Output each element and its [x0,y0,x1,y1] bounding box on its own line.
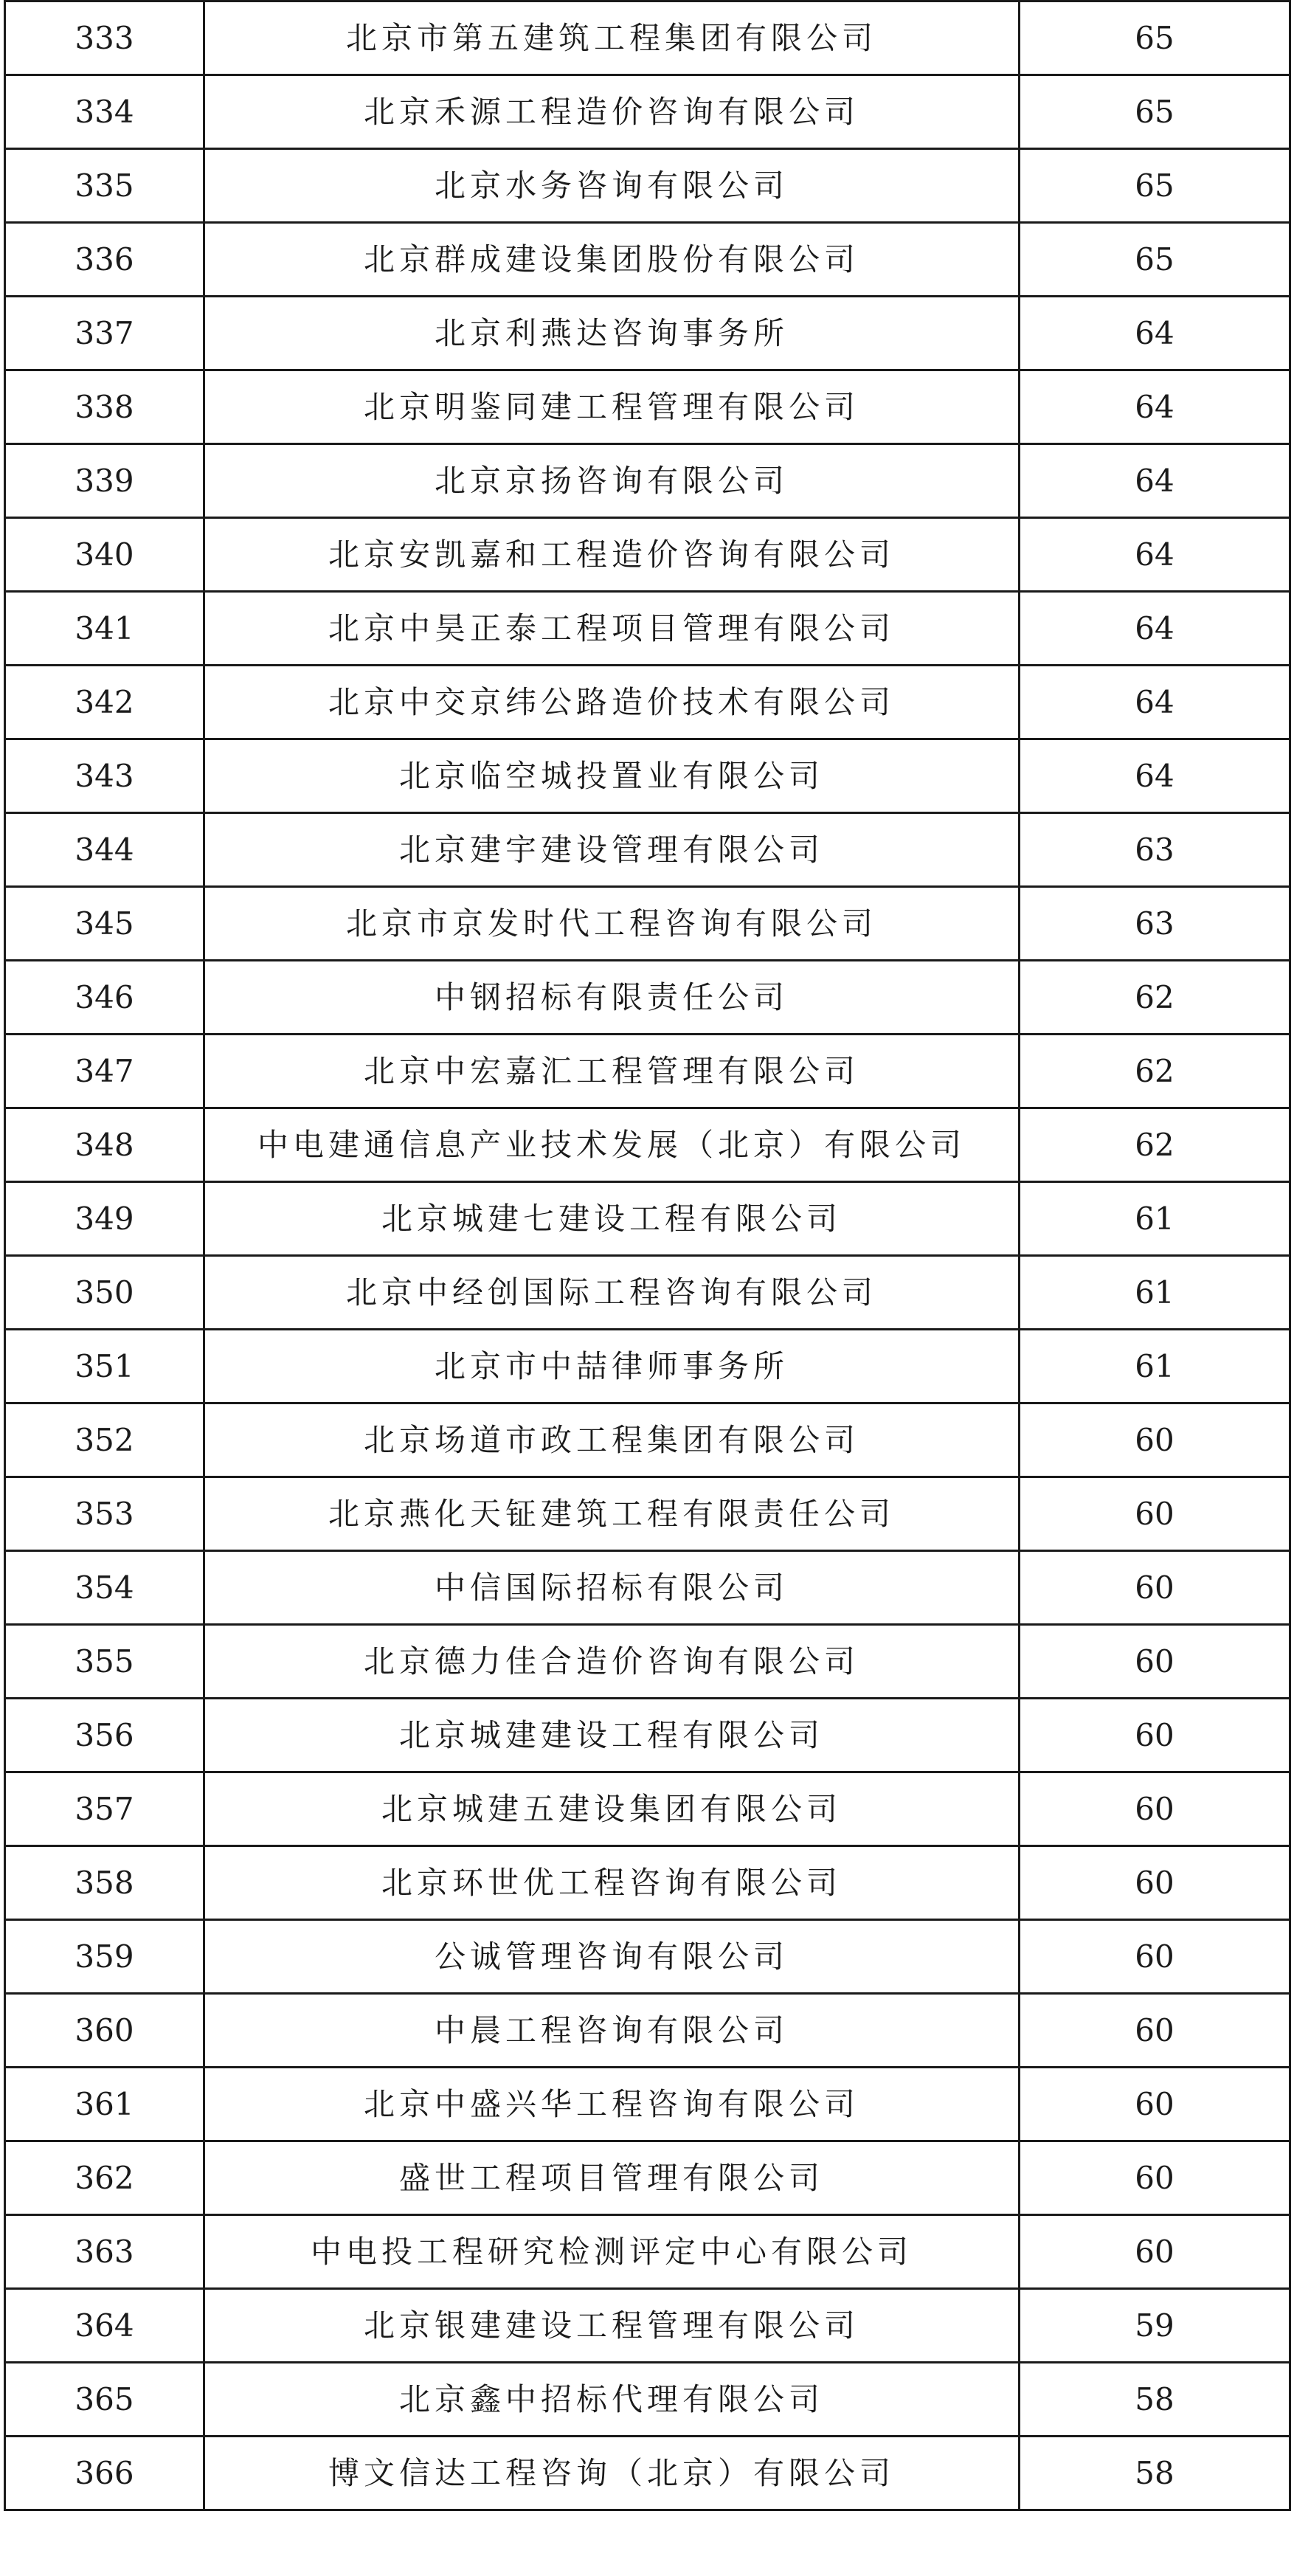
rank-number-cell: 364 [5,2289,204,2363]
table-row [5,75,1290,149]
company-name-cell: 北京市京发时代工程咨询有限公司 [204,887,1020,961]
company-name-cell: 中信国际招标有限公司 [204,1551,1020,1625]
table-row [5,592,1290,666]
rank-number-cell: 353 [5,1477,204,1551]
company-name-cell: 北京明鉴同建工程管理有限公司 [204,370,1020,444]
table-row [5,1403,1290,1477]
table-row [5,2068,1290,2141]
company-name-cell: 北京水务咨询有限公司 [204,149,1020,223]
score-cell: 64 [1020,739,1290,813]
score-cell: 60 [1020,1846,1290,1920]
score-cell: 65 [1020,223,1290,297]
score-cell: 64 [1020,370,1290,444]
company-name-cell: 博文信达工程咨询（北京）有限公司 [204,2437,1020,2510]
company-name-cell: 北京鑫中招标代理有限公司 [204,2363,1020,2437]
company-name-cell: 中电建通信息产业技术发展（北京）有限公司 [204,1108,1020,1182]
rank-number-cell: 343 [5,739,204,813]
table-row [5,2437,1290,2510]
table-body [5,1,1290,2510]
company-name-cell: 盛世工程项目管理有限公司 [204,2141,1020,2215]
score-cell: 60 [1020,1699,1290,1772]
company-name-cell: 北京京扬咨询有限公司 [204,444,1020,518]
rank-number-cell: 346 [5,961,204,1035]
company-name-cell: 北京城建五建设集团有限公司 [204,1772,1020,1846]
table-row [5,1994,1290,2068]
score-cell: 60 [1020,1403,1290,1477]
score-cell: 62 [1020,1035,1290,1108]
company-name-cell: 中电投工程研究检测评定中心有限公司 [204,2215,1020,2289]
table-row [5,1920,1290,1994]
rank-number-cell: 358 [5,1846,204,1920]
rank-number-cell: 351 [5,1330,204,1403]
company-name-cell: 北京市中喆律师事务所 [204,1330,1020,1403]
score-cell: 61 [1020,1182,1290,1256]
rank-number-cell: 342 [5,666,204,739]
table-row [5,444,1290,518]
table-row [5,1772,1290,1846]
rank-number-cell: 355 [5,1625,204,1699]
company-name-cell: 北京建宇建设管理有限公司 [204,813,1020,887]
score-cell: 64 [1020,592,1290,666]
company-name-cell: 北京群成建设集团股份有限公司 [204,223,1020,297]
table-row [5,1108,1290,1182]
rank-number-cell: 350 [5,1256,204,1330]
company-name-cell: 北京城建建设工程有限公司 [204,1699,1020,1772]
rank-number-cell: 333 [5,1,204,75]
score-cell: 60 [1020,1920,1290,1994]
table-row [5,739,1290,813]
company-name-cell: 公诚管理咨询有限公司 [204,1920,1020,1994]
rank-number-cell: 338 [5,370,204,444]
table-row [5,518,1290,592]
rank-number-cell: 366 [5,2437,204,2510]
company-score-table [4,0,1291,2511]
company-name-cell: 北京场道市政工程集团有限公司 [204,1403,1020,1477]
rank-number-cell: 361 [5,2068,204,2141]
table-row [5,813,1290,887]
rank-number-cell: 334 [5,75,204,149]
company-name-cell: 北京德力佳合造价咨询有限公司 [204,1625,1020,1699]
table-row [5,1625,1290,1699]
table-row [5,149,1290,223]
table-row [5,1182,1290,1256]
score-cell: 62 [1020,1108,1290,1182]
company-name-cell: 北京燕化天钲建筑工程有限责任公司 [204,1477,1020,1551]
score-cell: 58 [1020,2363,1290,2437]
table-row [5,1330,1290,1403]
table-row [5,1,1290,75]
rank-number-cell: 341 [5,592,204,666]
score-cell: 64 [1020,297,1290,370]
score-cell: 64 [1020,444,1290,518]
table-row [5,223,1290,297]
table-row [5,1846,1290,1920]
company-name-cell: 北京中盛兴华工程咨询有限公司 [204,2068,1020,2141]
table-row [5,2215,1290,2289]
table-row [5,2141,1290,2215]
rank-number-cell: 348 [5,1108,204,1182]
company-name-cell: 北京中宏嘉汇工程管理有限公司 [204,1035,1020,1108]
company-name-cell: 北京安凯嘉和工程造价咨询有限公司 [204,518,1020,592]
company-name-cell: 北京中昊正泰工程项目管理有限公司 [204,592,1020,666]
table-row [5,1699,1290,1772]
company-name-cell: 中钢招标有限责任公司 [204,961,1020,1035]
score-cell: 62 [1020,961,1290,1035]
ranking-table-page [4,0,1289,2511]
table-row [5,666,1290,739]
rank-number-cell: 363 [5,2215,204,2289]
company-name-cell: 北京中交京纬公路造价技术有限公司 [204,666,1020,739]
score-cell: 60 [1020,1551,1290,1625]
score-cell: 58 [1020,2437,1290,2510]
company-name-cell: 中晨工程咨询有限公司 [204,1994,1020,2068]
company-name-cell: 北京环世优工程咨询有限公司 [204,1846,1020,1920]
rank-number-cell: 354 [5,1551,204,1625]
rank-number-cell: 347 [5,1035,204,1108]
score-cell: 60 [1020,2068,1290,2141]
company-name-cell: 北京临空城投置业有限公司 [204,739,1020,813]
score-cell: 60 [1020,2141,1290,2215]
company-name-cell: 北京市第五建筑工程集团有限公司 [204,1,1020,75]
score-cell: 60 [1020,1477,1290,1551]
table-row [5,370,1290,444]
score-cell: 60 [1020,2215,1290,2289]
rank-number-cell: 356 [5,1699,204,1772]
rank-number-cell: 362 [5,2141,204,2215]
score-cell: 63 [1020,887,1290,961]
rank-number-cell: 360 [5,1994,204,2068]
table-row [5,297,1290,370]
table-row [5,1477,1290,1551]
score-cell: 60 [1020,1625,1290,1699]
company-name-cell: 北京银建建设工程管理有限公司 [204,2289,1020,2363]
table-row [5,2363,1290,2437]
rank-number-cell: 337 [5,297,204,370]
score-cell: 63 [1020,813,1290,887]
rank-number-cell: 345 [5,887,204,961]
rank-number-cell: 344 [5,813,204,887]
table-row [5,961,1290,1035]
rank-number-cell: 365 [5,2363,204,2437]
score-cell: 61 [1020,1330,1290,1403]
score-cell: 60 [1020,1994,1290,2068]
rank-number-cell: 340 [5,518,204,592]
table-row [5,1035,1290,1108]
company-name-cell: 北京禾源工程造价咨询有限公司 [204,75,1020,149]
rank-number-cell: 349 [5,1182,204,1256]
company-name-cell: 北京城建七建设工程有限公司 [204,1182,1020,1256]
score-cell: 64 [1020,518,1290,592]
company-name-cell: 北京利燕达咨询事务所 [204,297,1020,370]
score-cell: 60 [1020,1772,1290,1846]
score-cell: 64 [1020,666,1290,739]
table-row [5,1256,1290,1330]
score-cell: 65 [1020,75,1290,149]
rank-number-cell: 335 [5,149,204,223]
company-name-cell: 北京中经创国际工程咨询有限公司 [204,1256,1020,1330]
table-row [5,887,1290,961]
rank-number-cell: 352 [5,1403,204,1477]
rank-number-cell: 359 [5,1920,204,1994]
rank-number-cell: 357 [5,1772,204,1846]
rank-number-cell: 339 [5,444,204,518]
score-cell: 65 [1020,1,1290,75]
score-cell: 65 [1020,149,1290,223]
score-cell: 61 [1020,1256,1290,1330]
score-cell: 59 [1020,2289,1290,2363]
rank-number-cell: 336 [5,223,204,297]
table-row [5,2289,1290,2363]
table-row [5,1551,1290,1625]
